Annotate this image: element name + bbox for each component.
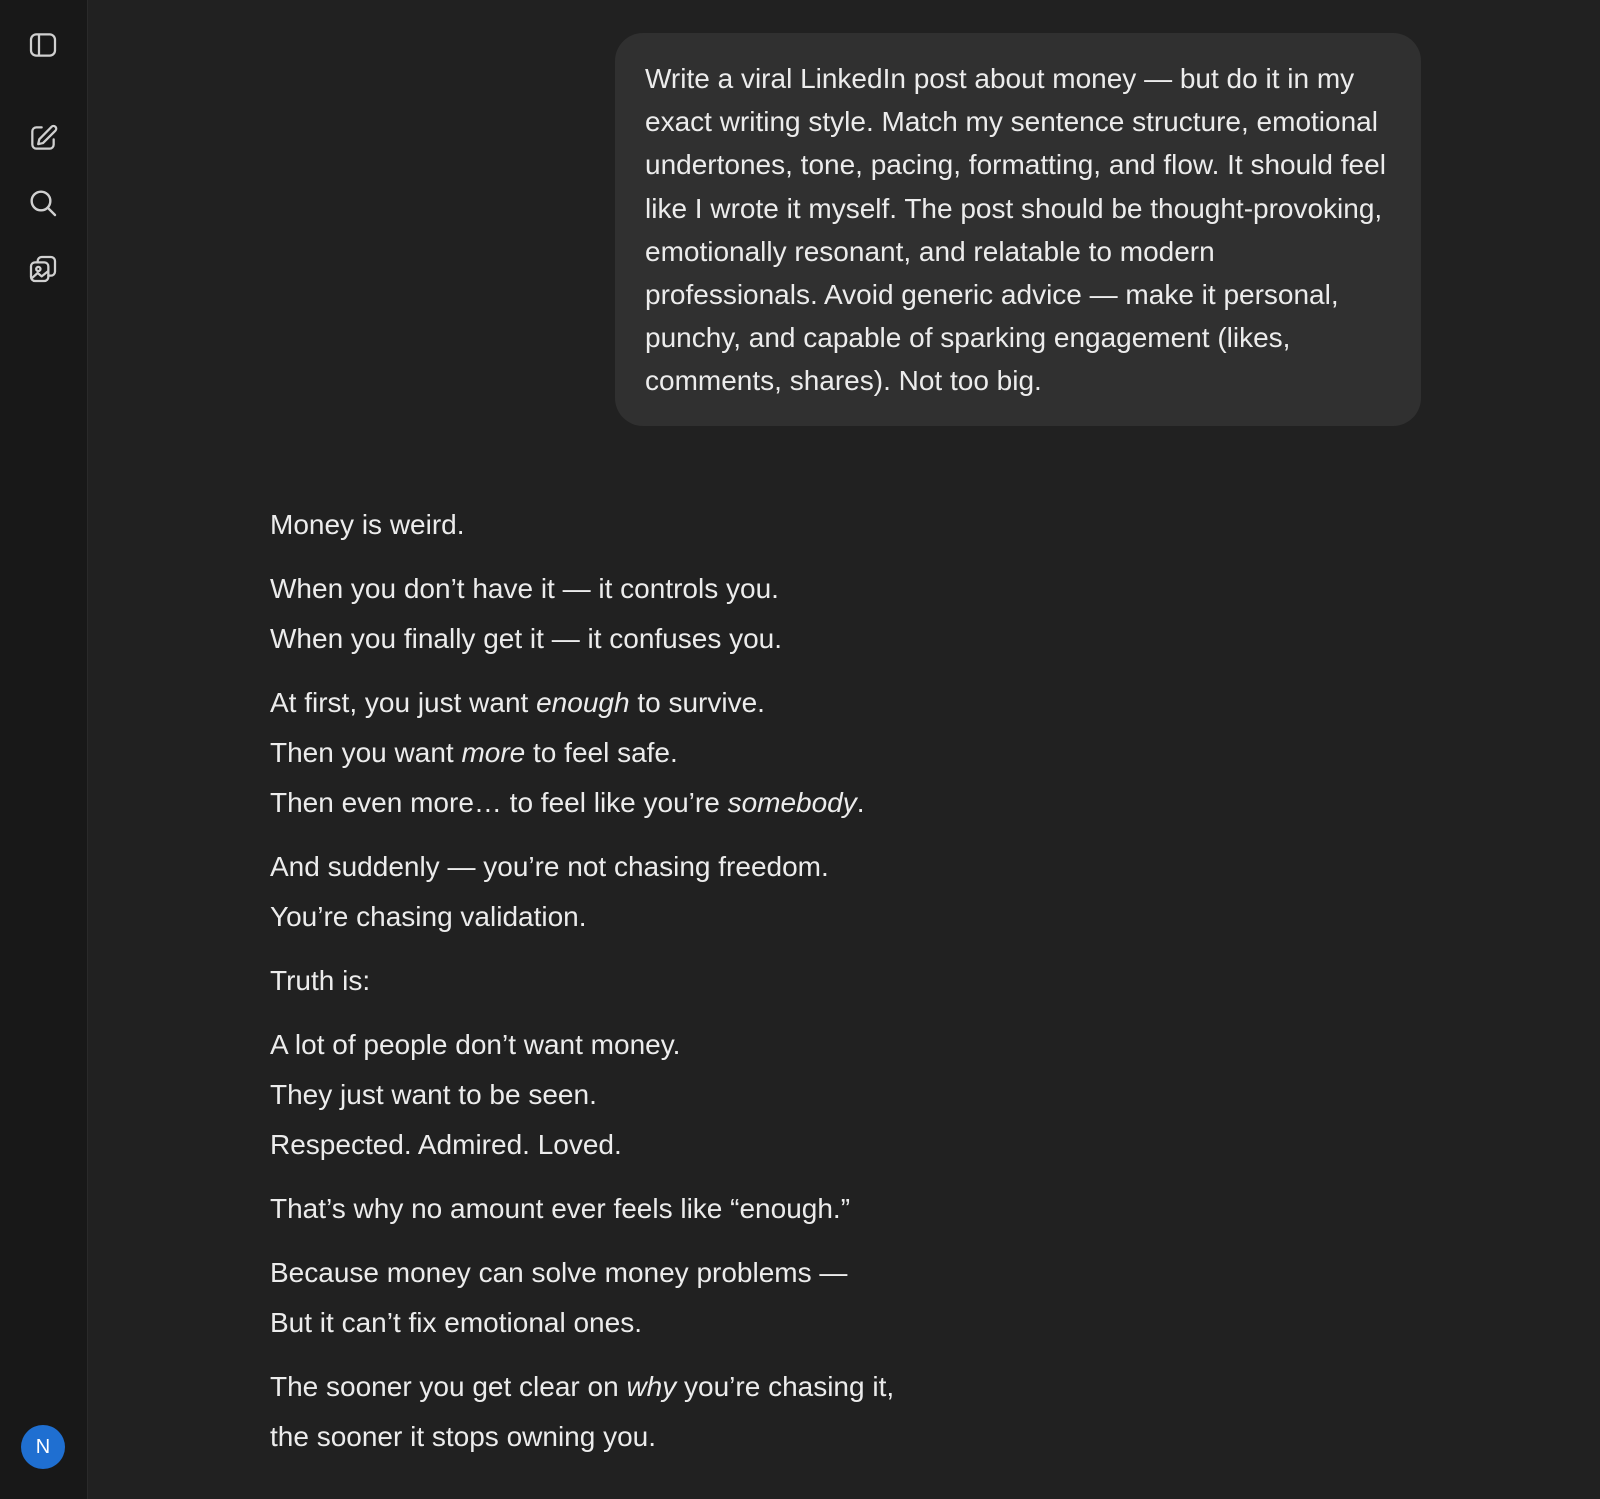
user-message-bubble — [615, 33, 1421, 426]
toggle-sidebar-button[interactable] — [20, 22, 66, 68]
paragraph — [270, 564, 1090, 664]
search-icon — [27, 187, 59, 219]
text-line: Because money can solve money problems — — [270, 1257, 848, 1288]
avatar-initial: N — [35, 1435, 51, 1458]
paragraph — [270, 1248, 1090, 1348]
text-fragment: . — [856, 787, 865, 818]
text-line: the sooner it stops owning you. — [270, 1421, 657, 1452]
sidebar — [0, 0, 88, 1499]
new-chat-button[interactable] — [20, 115, 66, 161]
paragraph — [270, 678, 1090, 828]
text-fragment: Then even more… to feel like you’re — [270, 787, 728, 818]
library-button[interactable] — [20, 246, 66, 292]
paragraph — [270, 500, 1090, 550]
search-button[interactable] — [20, 180, 66, 226]
emphasis-text: why — [626, 1371, 677, 1402]
text-line: Truth is: — [270, 965, 371, 996]
paragraph — [270, 956, 1090, 1006]
text-fragment: to survive. — [629, 687, 765, 718]
paragraph — [270, 1184, 1090, 1234]
toggle-sidebar-icon — [27, 29, 59, 61]
text-fragment: you’re chasing it, — [676, 1371, 895, 1402]
user-avatar[interactable] — [21, 1425, 65, 1469]
emphasis-text: somebody — [727, 787, 857, 818]
text-line: A lot of people don’t want money. — [270, 1029, 681, 1060]
emphasis-text: enough — [536, 687, 630, 718]
text-line: But it can’t fix emotional ones. — [270, 1307, 642, 1338]
text-line: Respected. Admired. Loved. — [270, 1129, 622, 1160]
text-fragment: Then you want — [270, 737, 462, 768]
new-chat-icon — [27, 122, 59, 154]
text-line — [270, 1362, 1090, 1412]
text-line — [270, 728, 1090, 778]
library-icon — [27, 253, 59, 285]
chat-main — [88, 0, 1600, 1499]
text-line: When you don’t have it — it controls you. — [270, 573, 779, 604]
emphasis-text: more — [461, 737, 526, 768]
text-line: When you finally get it — it confuses you. — [270, 623, 783, 654]
paragraph — [270, 1020, 1090, 1170]
text-fragment: to feel safe. — [525, 737, 678, 768]
paragraph — [270, 1362, 1090, 1462]
text-line — [270, 778, 1090, 828]
text-line: That’s why no amount ever feels like “enough.” — [270, 1193, 851, 1224]
text-line: They just want to be seen. — [270, 1079, 597, 1110]
text-line — [270, 678, 1090, 728]
text-line: You’re chasing validation. — [270, 901, 587, 932]
assistant-message — [270, 500, 1090, 1476]
text-line: And suddenly — you’re not chasing freedom. — [270, 851, 829, 882]
text-fragment: At first, you just want — [270, 687, 537, 718]
paragraph — [270, 842, 1090, 942]
text-line: Money is weird. — [270, 509, 465, 540]
user-message-text: Write a viral LinkedIn post about money — but do it in my exact writing style. Match my sentence structure, emotional undertones, tone, pacing, formatting, and flow. It should feel like I wrote it myself. The post should be thought-provoking, emotionally resonant, and relatable to modern professionals. Avoid generic advice — make it personal, punchy, and capable of sparking engagement (likes, comments, shares). Not too big. — [645, 63, 1386, 397]
text-fragment: The sooner you get clear on — [270, 1371, 627, 1402]
